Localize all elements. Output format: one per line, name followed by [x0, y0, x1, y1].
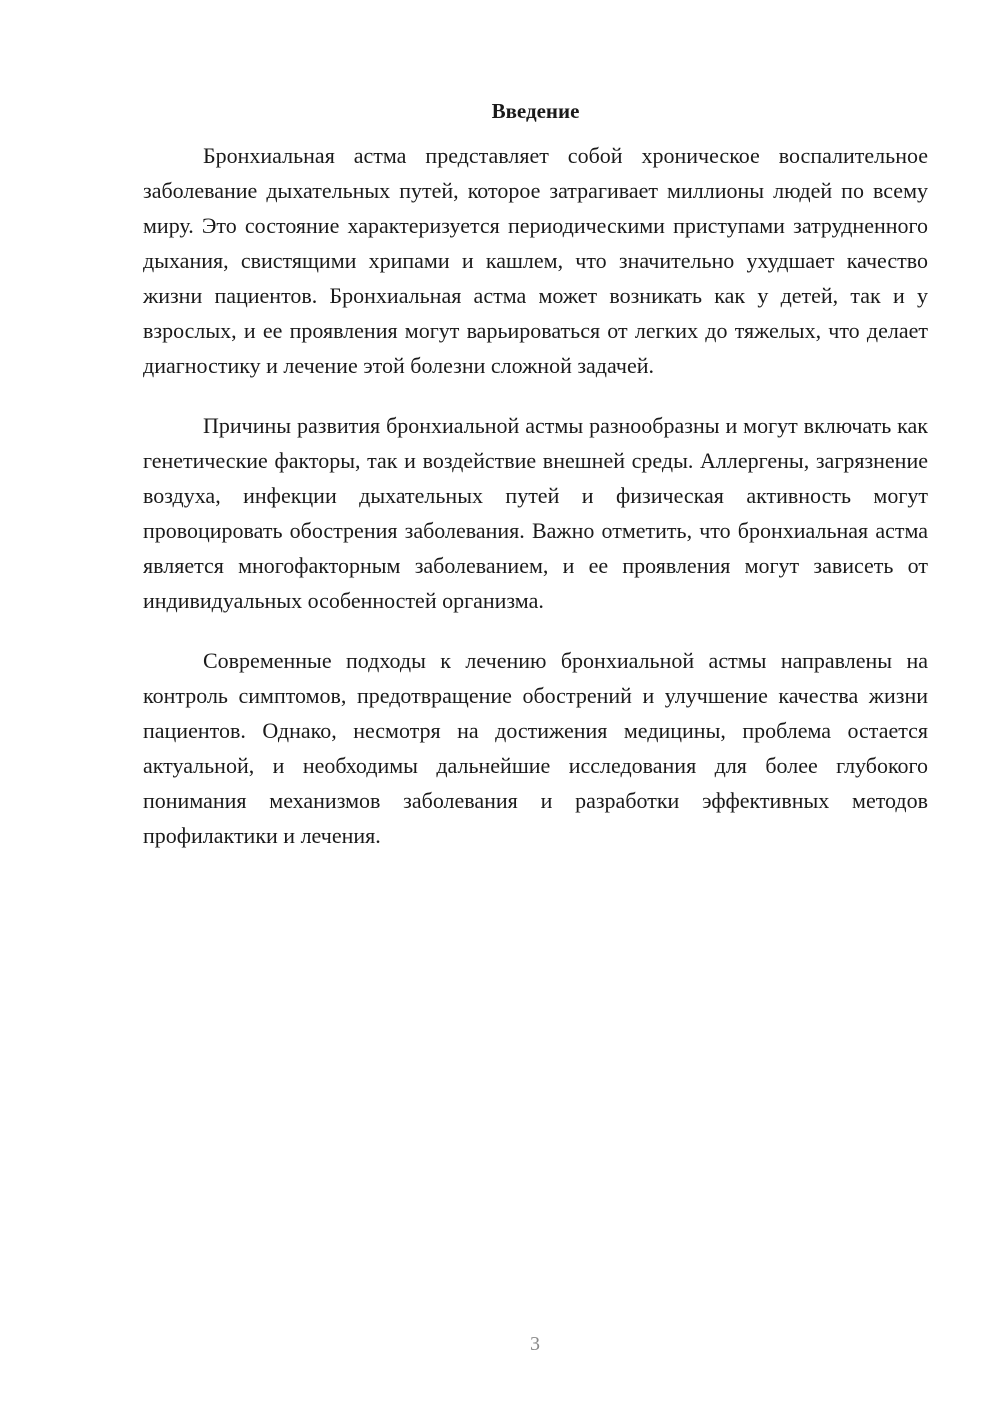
section-title: Введение [491, 99, 580, 123]
paragraph-1: Бронхиальная астма представляет собой хроническое воспалительное заболевание дыхательных путей, которое затрагивает миллионы людей по всему миру. Это состояние характеризуется периодическими приступами затрудненного дыхания, свистящими хрипами и кашлем, что значительно ухудшает качество жизни пациентов. Бронхиальная астма может возникать как у детей, так и у взрослых, и ее проявления могут варьироваться от легких до тяжелых, что делает диагностику и лечение этой болезни сложной задачей. [143, 143, 928, 378]
paragraph-3: Современные подходы к лечению бронхиальной астмы направлены на контроль симптомов, предотвращение обострений и улучшение качества жизни пациентов. Однако, несмотря на достижения медицины, проблема остается актуальной, и необходимы дальнейшие исследования для более глубокого понимания механизмов заболевания и разработки эффективных методов профилактики и лечения. [143, 648, 928, 848]
page-content [143, 96, 928, 853]
page-number: 3 [530, 1333, 540, 1355]
paragraph-2: Причины развития бронхиальной астмы разнообразны и могут включать как генетические факторы, так и воздействие внешней среды. Аллергены, загрязнение воздуха, инфекции дыхательных путей и физическая активность могут провоцировать обострения заболевания. Важно отметить, что бронхиальная астма является многофакторным заболеванием, и ее проявления могут зависеть от индивидуальных особенностей организма. [143, 413, 928, 613]
